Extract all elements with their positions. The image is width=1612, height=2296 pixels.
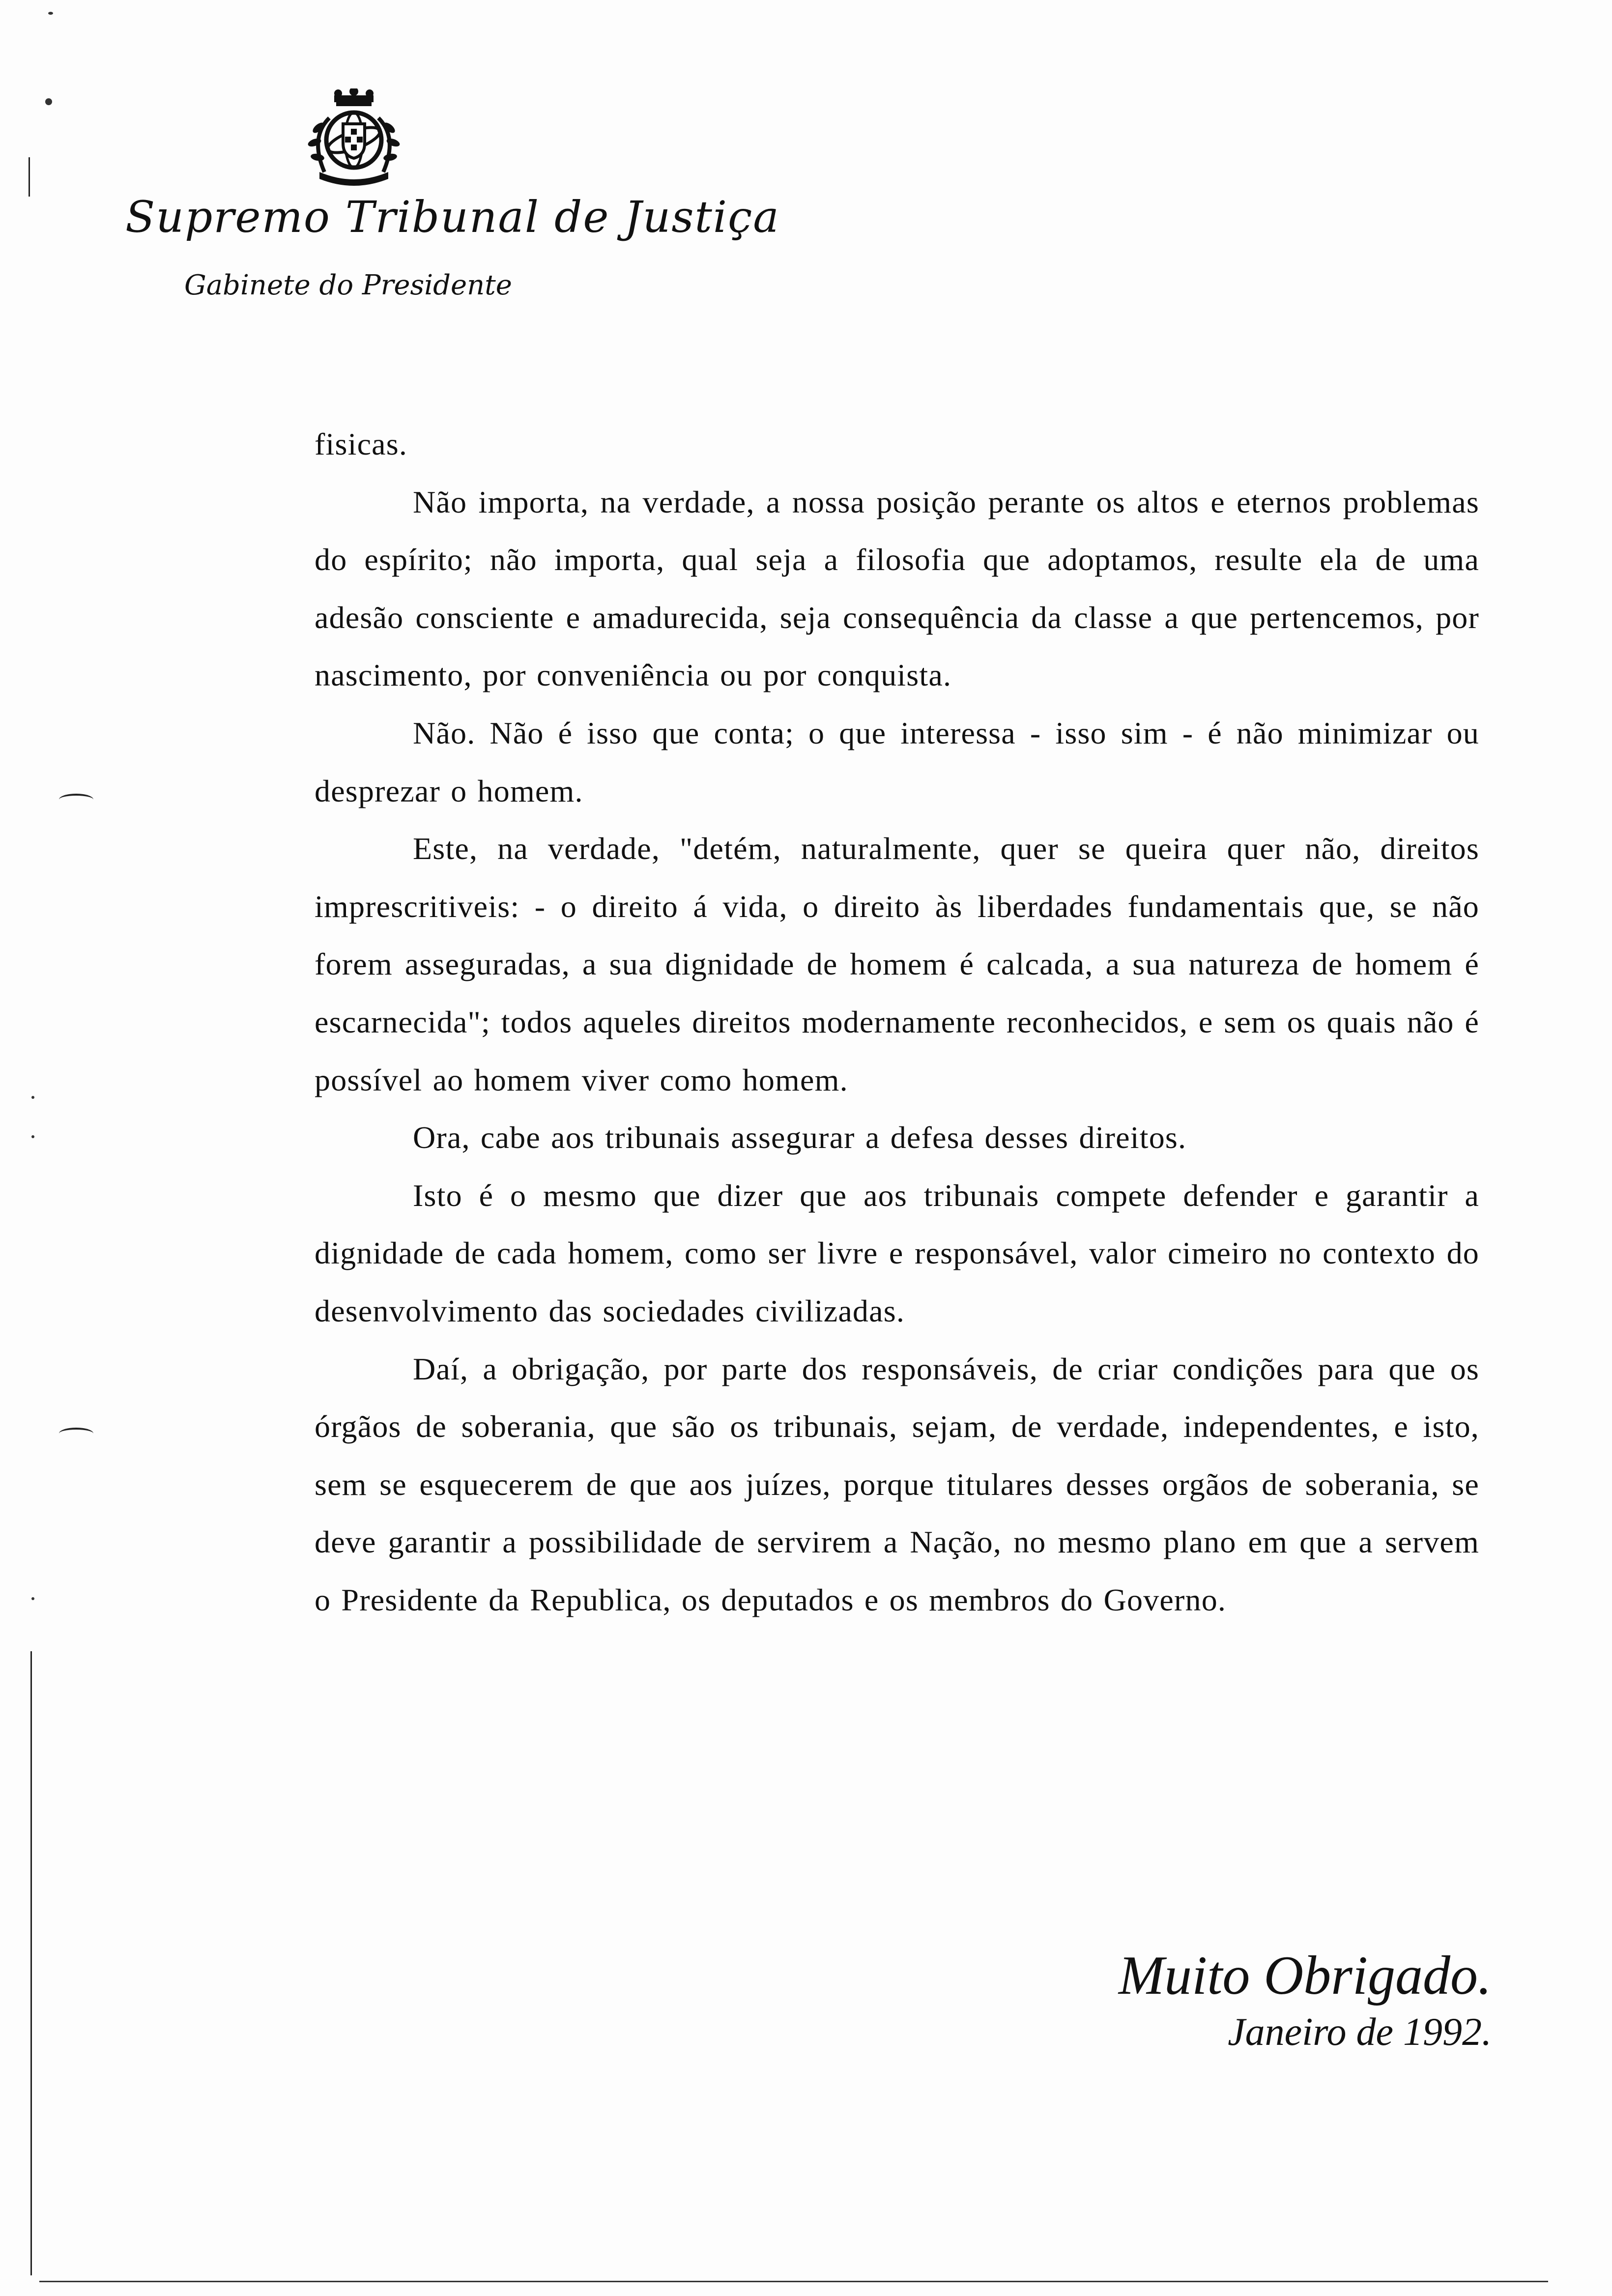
institution-name: Supremo Tribunal de Justiça: [125, 192, 780, 242]
scan-bottom-line: [39, 2281, 1548, 2282]
paragraph: Isto é o mesmo que dizer que aos tribunais compete defender e garantir a dignidade de cada homem, como ser livre e responsável, valor cimeiro no contexto do desenvolvimento das sociedades civilizadas.: [315, 1177, 1479, 1328]
scan-mark: [59, 794, 93, 805]
scan-mark: [59, 1428, 93, 1439]
scan-dot: [31, 1096, 34, 1099]
closing-thanks: Muito Obrigado.: [1118, 1945, 1492, 2006]
closing-date: Janeiro de 1992.: [1228, 2010, 1492, 2054]
scan-dot: [31, 1135, 34, 1138]
coat-of-arms-icon: [295, 88, 413, 187]
scan-dot: [31, 1597, 34, 1600]
paragraph: Este, na verdade, "detém, naturalmente, quer se queira quer não, direitos imprescritiveis: - o direito á vida, o direito às liberdades fundamentais que, se não forem asseguradas, a sua dignidade de homem é calcada, a sua natureza de homem é escarnecida"; todos aqueles direitos modernamente reconhecidos, e sem os quais não é possível ao homem viver como homem.: [315, 831, 1479, 1097]
paragraph-continuation: fisicas.: [315, 427, 408, 461]
scan-dot: [48, 12, 53, 15]
scan-edge-line: [30, 1651, 32, 2275]
scan-dot: [45, 98, 52, 105]
paragraph: Não. Não é isso que conta; o que interessa - isso sim - é não minimizar ou desprezar o homem.: [315, 715, 1479, 808]
paragraph: Daí, a obrigação, por parte dos responsáveis, de criar condições para que os órgãos de soberania, que são os tribunais, sejam, de verdade, independentes, e isto, sem se esquecerem de que aos juízes, porque titulares desses orgãos de soberania, se deve garantir a possibilidade de servirem a Nação, no mesmo plano em que a servem o Presidente da Republica, os deputados e os membros do Governo.: [315, 1351, 1479, 1617]
office-name: Gabinete do Presidente: [184, 269, 512, 301]
letter-body: [315, 415, 1479, 1629]
paragraph: Ora, cabe aos tribunais assegurar a defesa desses direitos.: [413, 1120, 1187, 1155]
scan-edge-line: [29, 157, 30, 197]
paragraph: Não importa, na verdade, a nossa posição perante os altos e eternos problemas do espírito; não importa, qual seja a filosofia que adoptamos, resulte ela de uma adesão consciente e amadurecida, seja consequência da classe a que pertencemos, por nascimento, por conveniência ou por conquista.: [315, 484, 1479, 693]
closing-block: [1119, 1944, 1492, 2057]
